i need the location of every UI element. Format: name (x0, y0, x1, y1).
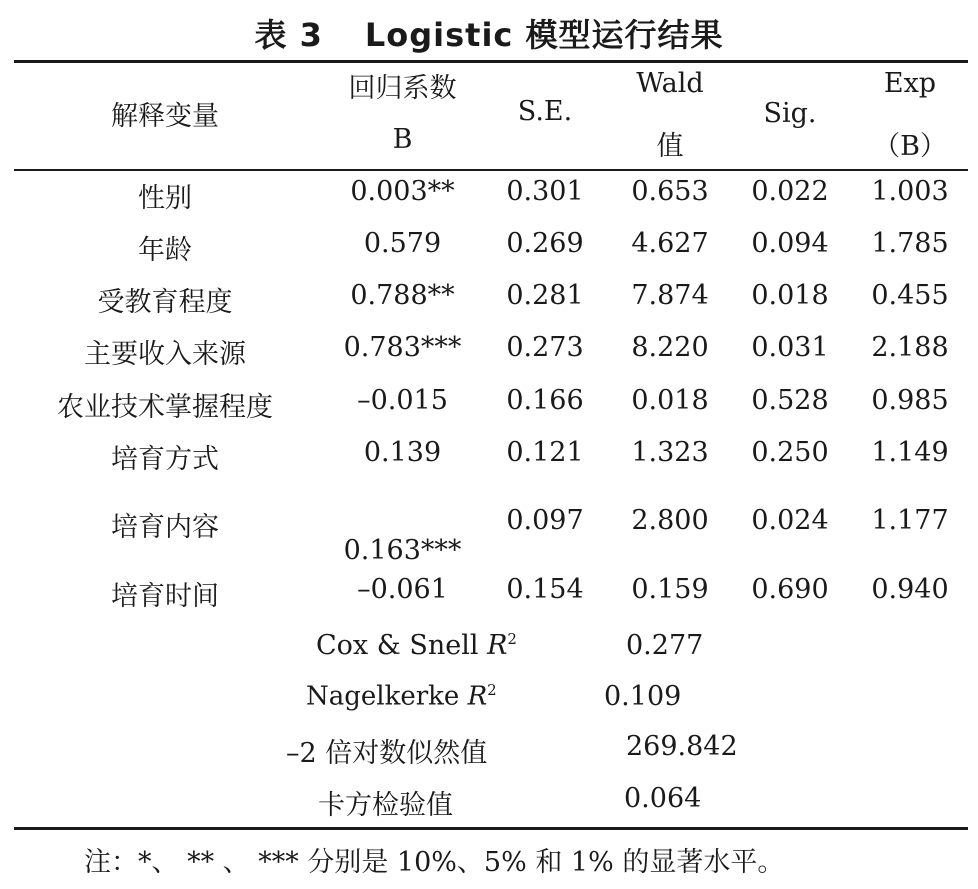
row-exp: 0.455 (871, 280, 949, 311)
row-b: 0.139 (363, 437, 442, 468)
row-exp: 2.188 (871, 332, 949, 363)
row-sig: 0.528 (751, 385, 829, 416)
row-b: 0.783*** (343, 332, 462, 363)
stat-label-text: Nagelkerke (306, 681, 460, 712)
row-se: 0.301 (506, 176, 584, 207)
header-rule (14, 169, 968, 171)
row-variable: 性别 (138, 183, 192, 214)
header-wald-line2: 值 (656, 131, 684, 162)
stat-label-nagelkerke (306, 681, 497, 712)
bottom-rule (14, 827, 968, 830)
row-variable: 培育时间 (111, 581, 219, 612)
row-se: 0.121 (506, 437, 584, 468)
row-wald: 4.627 (631, 228, 709, 259)
row-variable: 年龄 (138, 235, 192, 266)
header-se: S.E. (517, 96, 573, 127)
stat-label-cox-snell (316, 630, 517, 661)
row-wald: 1.323 (631, 437, 709, 468)
row-sig: 0.094 (751, 228, 829, 259)
row-se: 0.281 (506, 280, 584, 311)
header-b-line1: 回归系数 (348, 73, 457, 104)
row-wald: 0.018 (631, 385, 709, 416)
header-exp-line1: Exp (883, 68, 937, 99)
row-exp: 0.940 (871, 574, 949, 605)
row-se: 0.273 (506, 332, 584, 363)
r-squared-symbol: R (467, 681, 488, 712)
table-note: 注：*、 ** 、 *** 分别是 10%、5% 和 1% 的显著水平。 (84, 847, 785, 878)
table-number: 表 3 (254, 16, 323, 54)
row-wald: 2.800 (631, 505, 709, 536)
header-exp-line2: （B） (873, 131, 947, 162)
row-se: 0.097 (506, 505, 584, 536)
table-title (0, 10, 978, 56)
r-squared-power: 2 (507, 630, 517, 648)
row-sig: 0.018 (751, 280, 829, 311)
stat-value-log-likelihood: 269.842 (626, 731, 738, 762)
table-title-text: Logistic 模型运行结果 (364, 16, 724, 54)
row-sig: 0.031 (751, 332, 829, 363)
header-wald-line1: Wald (636, 68, 704, 99)
row-se: 0.166 (506, 385, 584, 416)
row-sig: 0.690 (751, 574, 829, 605)
stat-value-nagelkerke: 0.109 (604, 681, 682, 712)
row-b: 0.579 (363, 228, 442, 259)
row-b: 0.003** (350, 176, 455, 207)
row-exp: 1.003 (871, 176, 949, 207)
row-wald: 8.220 (631, 332, 709, 363)
top-rule (14, 60, 968, 63)
stat-label-log-likelihood: –2 倍对数似然值 (286, 738, 488, 769)
row-wald: 7.874 (631, 280, 709, 311)
row-variable: 主要收入来源 (84, 339, 246, 370)
row-sig: 0.024 (751, 505, 829, 536)
row-wald: 0.159 (631, 574, 709, 605)
stat-label-chi-square: 卡方检验值 (318, 790, 453, 821)
row-exp: 1.149 (871, 437, 949, 468)
stat-value-chi-square: 0.064 (624, 783, 702, 814)
header-b-line2: B (392, 124, 413, 155)
row-exp: 1.785 (871, 228, 949, 259)
row-b: 0.163*** (343, 535, 462, 566)
stat-label-text: Cox & Snell (316, 630, 479, 661)
r-squared-power: 2 (487, 681, 497, 699)
row-wald: 0.653 (631, 176, 709, 207)
row-se: 0.269 (506, 228, 584, 259)
row-b: –0.015 (357, 385, 448, 416)
row-variable: 培育方式 (111, 444, 219, 475)
row-b: 0.788** (350, 280, 455, 311)
header-sig: Sig. (763, 98, 817, 129)
header-variable: 解释变量 (111, 101, 219, 132)
row-sig: 0.250 (751, 437, 829, 468)
stat-value-cox-snell: 0.277 (626, 630, 704, 661)
row-variable: 受教育程度 (97, 287, 233, 318)
row-b: –0.061 (357, 574, 448, 605)
row-exp: 0.985 (871, 385, 949, 416)
row-se: 0.154 (506, 574, 584, 605)
row-variable: 培育内容 (111, 512, 219, 543)
row-sig: 0.022 (751, 176, 829, 207)
r-squared-symbol: R (487, 630, 508, 661)
row-variable: 农业技术掌握程度 (57, 392, 273, 423)
row-exp: 1.177 (871, 505, 949, 536)
